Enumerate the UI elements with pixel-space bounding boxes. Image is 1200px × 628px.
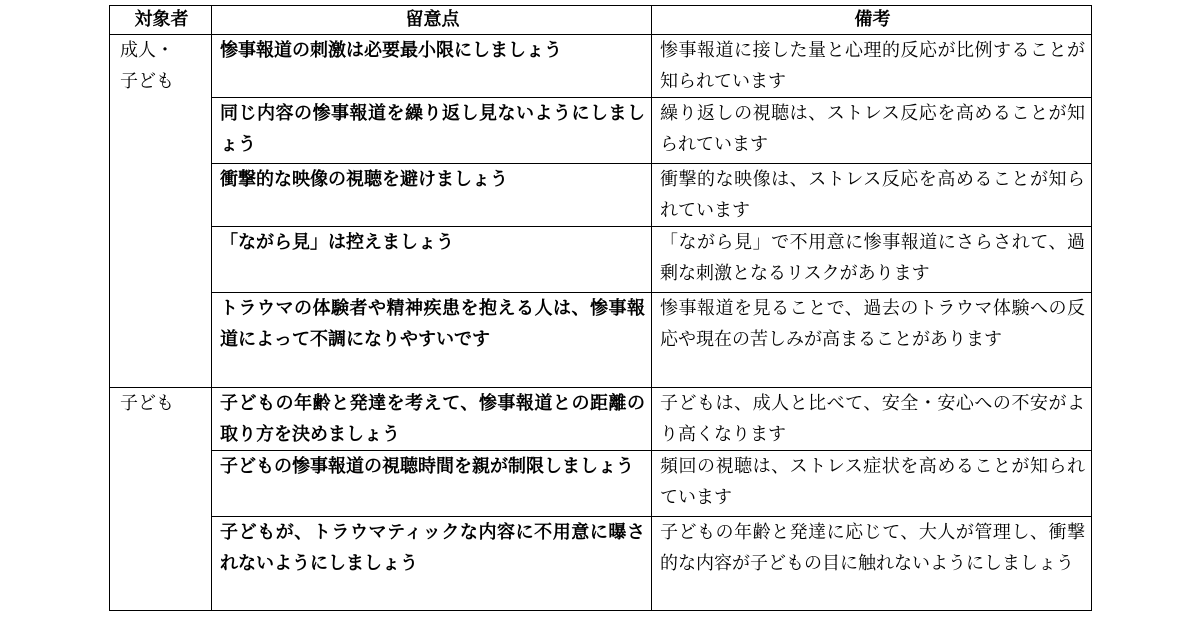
header-row (110, 6, 1092, 35)
header-target: 対象者 (110, 6, 212, 35)
note-cell: 衝撃的な映像は、ストレス反応を高めることが知られています (652, 164, 1092, 227)
point-cell: 「ながら見」は控えましょう (212, 227, 652, 293)
point-cell: トラウマの体験者や精神疾患を抱える人は、惨事報道によって不調になりやすいです (212, 293, 652, 388)
table-row (110, 35, 1092, 98)
target-child: 子ども (110, 388, 212, 611)
table-row (110, 293, 1092, 388)
table-row (110, 227, 1092, 293)
note-cell: 惨事報道を見ることで、過去のトラウマ体験への反応や現在の苦しみが高まることがあります (652, 293, 1092, 388)
header-note: 備考 (652, 6, 1092, 35)
note-cell: 繰り返しの視聴は、ストレス反応を高めることが知られています (652, 98, 1092, 164)
note-cell: 子どもは、成人と比べて、安全・安心への不安がより高くなります (652, 388, 1092, 451)
point-cell: 子どもの年齢と発達を考えて、惨事報道との距離の取り方を決めましょう (212, 388, 652, 451)
point-cell: 惨事報道の刺激は必要最小限にしましょう (212, 35, 652, 98)
table-row (110, 98, 1092, 164)
point-cell: 子どもが、トラウマティックな内容に不用意に曝されないようにしましょう (212, 517, 652, 611)
point-cell: 同じ内容の惨事報道を繰り返し見ないようにしましょう (212, 98, 652, 164)
table-row (110, 164, 1092, 227)
table-row (110, 517, 1092, 611)
header-point: 留意点 (212, 6, 652, 35)
guidelines-table (109, 5, 1092, 611)
note-cell: 頻回の視聴は、ストレス症状を高めることが知られています (652, 451, 1092, 517)
note-cell: 子どもの年齢と発達に応じて、大人が管理し、衝撃的な内容が子どもの目に触れないようにしましょう (652, 517, 1092, 611)
note-cell: 「ながら見」で不用意に惨事報道にさらされて、過剰な刺激となるリスクがあります (652, 227, 1092, 293)
table-row (110, 451, 1092, 517)
target-adult-child: 成人・ 子ども (110, 35, 212, 388)
point-cell: 衝撃的な映像の視聴を避けましょう (212, 164, 652, 227)
table-row (110, 388, 1092, 451)
note-cell: 惨事報道に接した量と心理的反応が比例することが知られています (652, 35, 1092, 98)
point-cell: 子どもの惨事報道の視聴時間を親が制限しましょう (212, 451, 652, 517)
